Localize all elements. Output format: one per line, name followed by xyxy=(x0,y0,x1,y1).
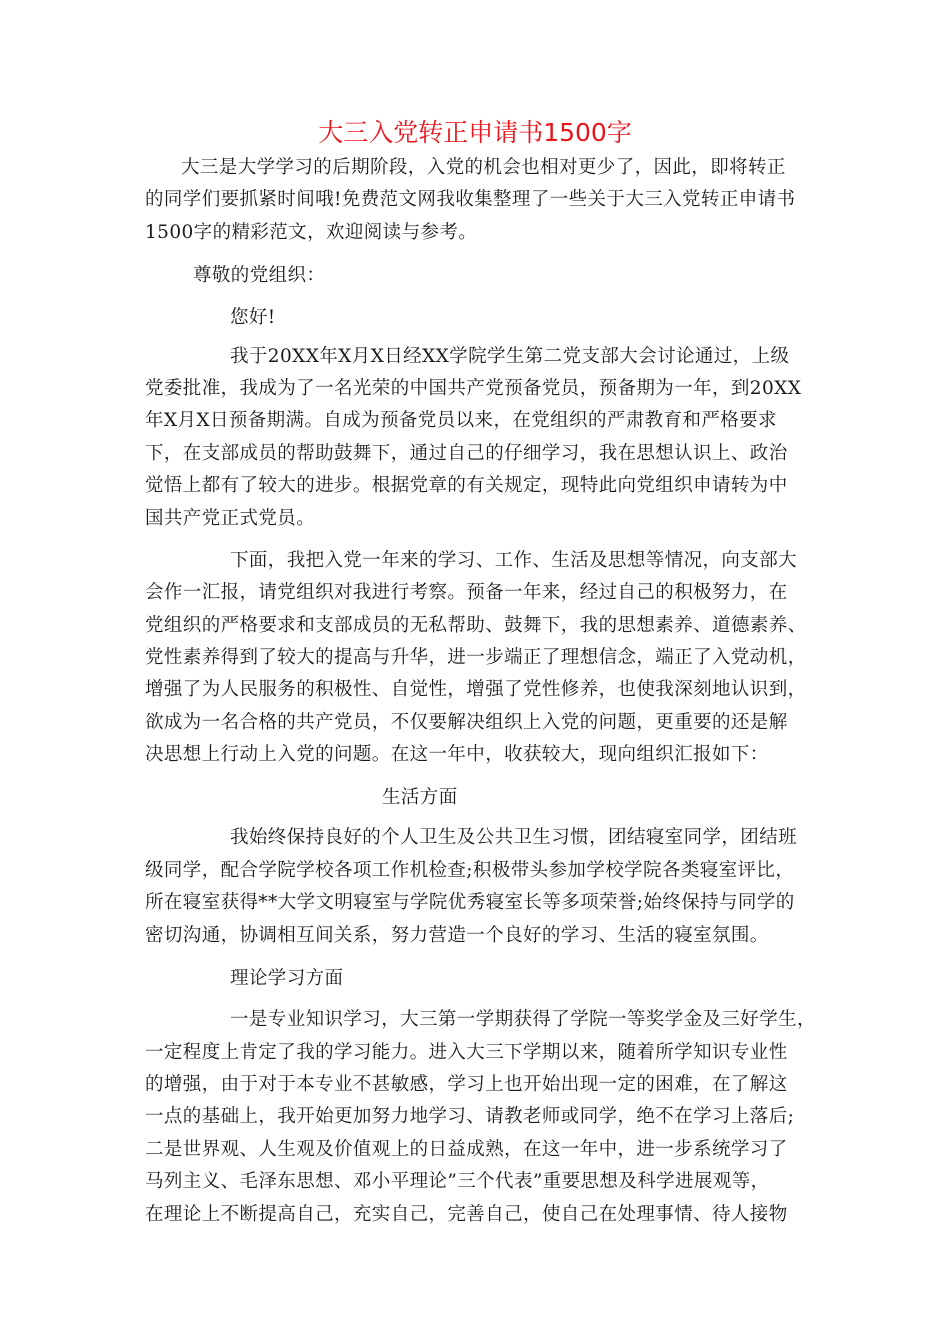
paragraph-2-line: 增强了为人民服务的积极性、自觉性，增强了党性修养，也使我深刻地认识到， xyxy=(145,679,807,700)
paragraph-2-line: 会作一汇报，请党组织对我进行考察。预备一年来，经过自己的积极努力，在 xyxy=(145,582,788,603)
paragraph-2-line: 决思想上行动上入党的问题。在这一年中，收获较大，现向组织汇报如下： xyxy=(145,744,769,765)
intro-line: 大三是大学学习的后期阶段，入党的机会也相对更少了，因此，即将转正 xyxy=(181,157,786,178)
theory-paragraph-line: 马列主义、毛泽东思想、邓小平理论”三个代表”重要思想及科学进展观等， xyxy=(145,1171,770,1192)
theory-paragraph-line: 的增强，由于对于本专业不甚敏感，学习上也开始出现一定的困难，在了解这 xyxy=(145,1074,788,1095)
life-paragraph-line: 密切沟通，协调相互间关系，努力营造一个良好的学习、生活的寝室氛围。 xyxy=(145,925,769,946)
paragraph-2-line: 下面，我把入党一年来的学习、工作、生活及思想等情况，向支部大 xyxy=(230,550,798,571)
paragraph-1-line: 我于20XX年X月X日经XX学院学生第二党支部大会讨论通过，上级 xyxy=(230,346,790,367)
life-paragraph-line: 级同学，配合学院学校各项工作机检查;积极带头参加学校学院各类寝室评比， xyxy=(145,860,795,881)
paragraph-1-line: 觉悟上都有了较大的进步。根据党章的有关规定，现特此向党组织申请转为中 xyxy=(145,475,788,496)
paragraph-2-line: 党组织的严格要求和支部成员的无私帮助、鼓舞下，我的思想素养、道德素养、 xyxy=(145,615,807,636)
intro-line: 的同学们要抓紧时间哦!免费范文网我收集整理了一些关于大三入党转正申请书 xyxy=(145,189,796,210)
theory-paragraph-line: 在理论上不断提高自己，充实自己，完善自己，使自己在处理事情、待人接物 xyxy=(145,1204,788,1225)
paragraph-1-line: 下，在支部成员的帮助鼓舞下，通过自己的仔细学习，我在思想认识上、政治 xyxy=(145,443,788,464)
document-title: 大三入党转正申请书1500字 xyxy=(318,118,632,147)
paragraph-1-line: 年X月X日预备期满。自成为预备党员以来，在党组织的严肃教育和严格要求 xyxy=(145,410,777,431)
paragraph-1-line: 国共产党正式党员。 xyxy=(145,508,316,529)
theory-paragraph-line: 一定程度上肯定了我的学习能力。进入大三下学期以来，随着所学知识专业性 xyxy=(145,1042,788,1063)
greeting: 您好! xyxy=(230,307,276,328)
intro-line: 1500字的精彩范文，欢迎阅读与参考。 xyxy=(145,222,478,243)
life-paragraph-line: 所在寝室获得**大学文明寝室与学院优秀寝室长等多项荣誉;始终保持与同学的 xyxy=(145,892,795,913)
theory-paragraph-line: 一是专业知识学习，大三第一学期获得了学院一等奖学金及三好学生， xyxy=(230,1009,816,1030)
paragraph-1-line: 党委批准，我成为了一名光荣的中国共产党预备党员，预备期为一年，到20XX xyxy=(145,378,802,399)
salutation: 尊敬的党组织： xyxy=(193,265,326,286)
life-paragraph-line: 我始终保持良好的个人卫生及公共卫生习惯，团结寝室同学，团结班 xyxy=(230,827,798,848)
theory-paragraph-line: 一点的基础上，我开始更加努力地学习、请教老师或同学，绝不在学习上落后; xyxy=(145,1106,795,1127)
theory-paragraph-line: 二是世界观、人生观及价值观上的日益成熟，在这一年中，进一步系统学习了 xyxy=(145,1139,788,1160)
section-heading-theory: 理论学习方面 xyxy=(230,968,344,989)
paragraph-2-line: 欲成为一名合格的共产党员，不仅要解决组织上入党的问题，更重要的还是解 xyxy=(145,712,788,733)
section-heading-life: 生活方面 xyxy=(382,787,458,808)
paragraph-2-line: 党性素养得到了较大的提高与升华，进一步端正了理想信念，端正了入党动机， xyxy=(145,647,807,668)
